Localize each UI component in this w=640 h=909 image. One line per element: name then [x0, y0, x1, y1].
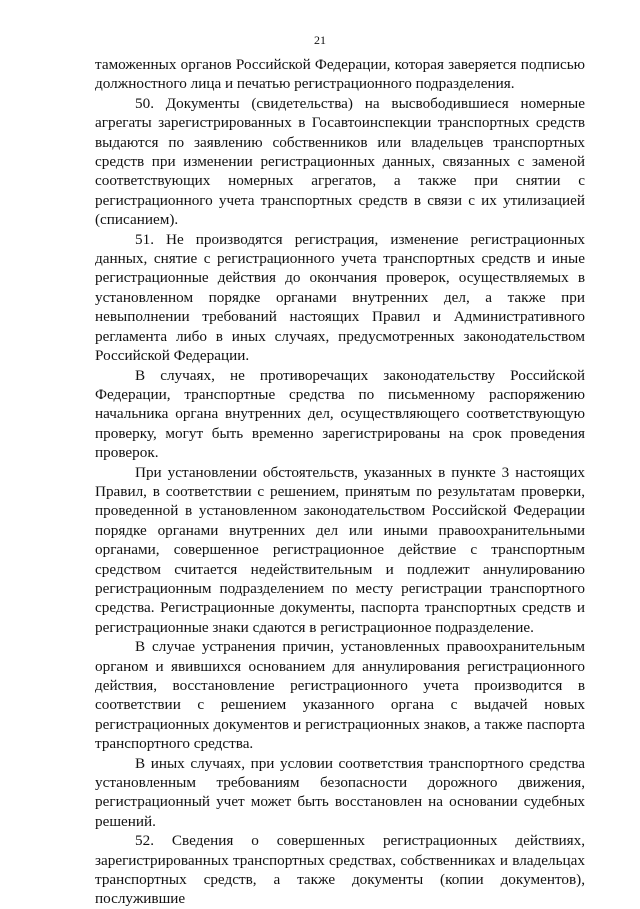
paragraph-annulment: При установлении обстоятельств, указанных в пункте 3 настоящих Правил, в соответствии с решением, принятым по результатам проверки, проведенной в установленном законодательством Российской Федерации порядке органами внутренних дел или иными правоохранительными органами, совершенное регистрационное действие с транспортным средством считается недействительным и подлежит аннулированию регистрационным подразделением по месту регистрации транспортного средства. Регистрационные документы, паспорта транспортных средств и регистрационные знаки сдаются в регистрационное подразделение. — [95, 463, 585, 636]
document-body — [95, 55, 585, 909]
paragraph-court-restoration: В иных случаях, при условии соответствия транспортного средства установленным требованиям безопасности дорожного движения, регистрационный учет может быть восстановлен на основании судебных решений. — [95, 754, 585, 830]
paragraph-50: 50. Документы (свидетельства) на высвободившиеся номерные агрегаты зарегистрированных в Госавтоинспекции транспортных средств выдаются по заявлению собственников или владельцев транспортных средств при изменении регистрационных данных, связанных с заменой соответствующих номерных агрегатов, а также при снятии с регистрационного учета транспортных средств в связи с их утилизацией (списанием). — [95, 94, 585, 229]
paragraph-temporary-registration: В случаях, не противоречащих законодательству Российской Федерации, транспортные средства по письменному распоряжению начальника органа внутренних дел, осуществляющего соответствующую проверку, могут быть временно зарегистрированы на срок проведения проверок. — [95, 366, 585, 462]
paragraph-51: 51. Не производятся регистрация, изменение регистрационных данных, снятие с регистрационного учета транспортных средств и иные регистрационные действия до окончания проверок, осуществляемых в установленном порядке органами внутренних дел, а также при невыполнении требований настоящих Правил и Административного регламента либо в иных случаях, предусмотренных законодательством Российской Федерации. — [95, 230, 585, 365]
paragraph-restoration: В случае устранения причин, установленных правоохранительным органом и явившихся основанием для аннулирования регистрационного действия, восстановление регистрационного учета производится в соответствии с решением указанного органа с выдачей новых регистрационных документов и регистрационных знаков, а также паспорта транспортного средства. — [95, 638, 585, 753]
paragraph-52: 52. Сведения о совершенных регистрационных действиях, зарегистрированных транспортных средствах, собственниках и владельцах транспортных средств, а также документы (копии документов), послужившие — [95, 832, 585, 908]
paragraph-continuation: таможенных органов Российской Федерации, которая заверяется подписью должностного лица и печатью регистрационного подразделения. — [95, 56, 585, 93]
page-number: 21 — [314, 33, 326, 47]
